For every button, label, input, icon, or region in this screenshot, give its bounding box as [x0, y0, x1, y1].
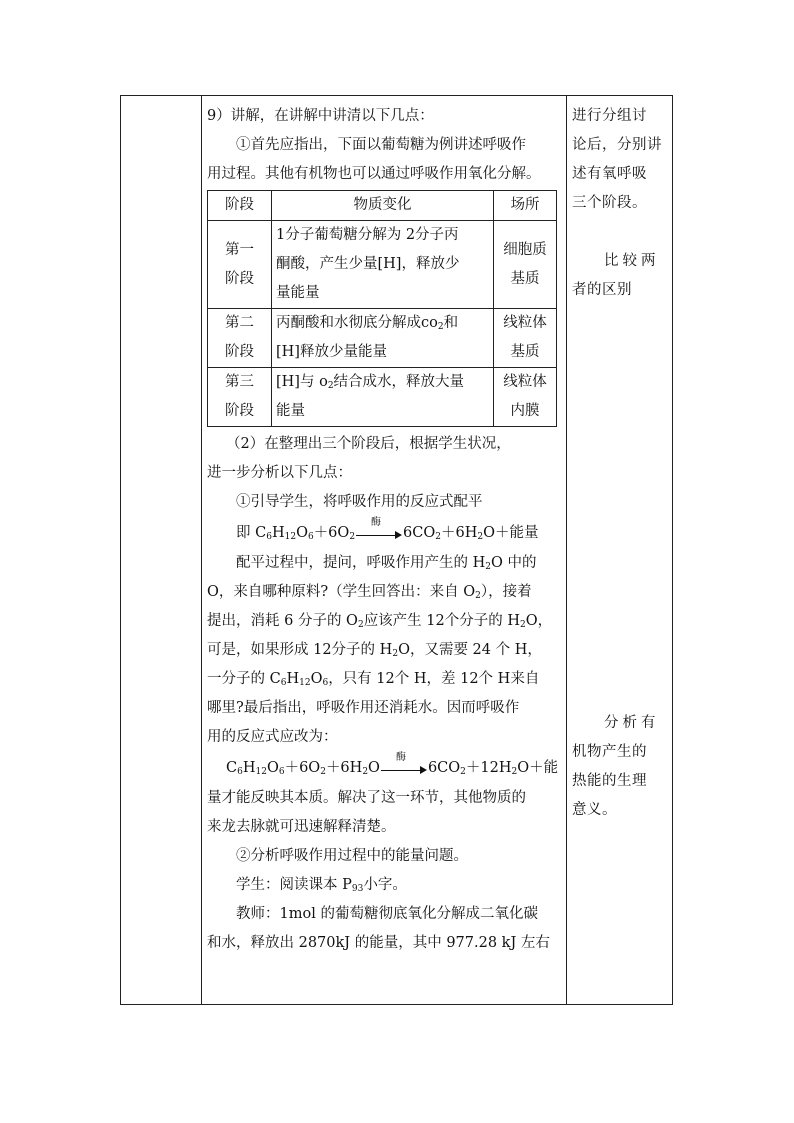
note-line: 三个阶段。: [572, 195, 647, 211]
place-cell: 线粒体 内膜: [494, 368, 557, 427]
reaction-arrow-icon: 酶: [381, 761, 427, 775]
reaction-arrow-icon: 酶: [356, 526, 402, 540]
place-cell: 线粒体 基质: [494, 309, 557, 368]
lesson-table: [120, 95, 673, 1005]
stage-cell: 第一 阶段: [208, 221, 272, 309]
header-stage: 阶段: [208, 191, 272, 221]
change-cell: 丙酮酸和水彻底分解成$co_2$和 [H]释放少量能量: [272, 309, 494, 368]
stage-cell: 第三 阶段: [208, 368, 272, 427]
teaching-content: [207, 102, 561, 958]
teaching-notes: [572, 102, 668, 825]
note-line: 述有氧呼吸: [572, 166, 647, 182]
note-heat-energy: [572, 709, 668, 825]
paragraph-4-line2: O，来自哪种原料?（学生回答出：来自 $O_2$），接着: [207, 584, 532, 601]
paragraph-4-line4: 可是，如果形成 12分子的 $H_2O$，又需要 24 个 H，: [207, 642, 542, 659]
column-divider-1: [201, 96, 202, 1004]
note-group-discussion: [572, 102, 668, 218]
paragraph-2-line1: （2）在整理出三个阶段后，根据学生状况，: [226, 436, 511, 452]
table-row: [208, 368, 557, 427]
paragraph-4-line1: 配平过程中，提问，呼吸作用产生的 $H_2O$ 中的: [236, 555, 537, 572]
respiration-stage-table: [207, 190, 557, 427]
equation-2: $C_6H_{12}O_6+6O_2+6H_2O$ 酶 $6CO_2+12H_2O+$能: [226, 752, 559, 777]
header-change: 物质变化: [272, 191, 494, 221]
note-line: 意义。: [572, 802, 617, 818]
paragraph-4-line7: 用的反应式应改为：: [207, 729, 338, 745]
paragraph-8-line1: 教师：1mol 的葡萄糖彻底氧化分解成二氧化碳: [236, 906, 538, 922]
note-line: 进行分组讨: [572, 108, 647, 124]
step-heading: 9）讲解，在讲解中讲清以下几点：: [207, 108, 434, 124]
table-row: [208, 221, 557, 309]
paragraph-7: 学生：阅读课本 $P_{93}$小字。: [236, 877, 407, 894]
note-line: 论后，分别讲: [572, 137, 662, 153]
header-place: 场所: [494, 191, 557, 221]
note-line: 分析有: [604, 715, 660, 731]
paragraph-4-line5: 一分子的 $C_6H_{12}O_6$，只有 12个 H，差 12个 H来自: [207, 671, 540, 688]
table-header-row: [208, 191, 557, 221]
point-1-line2: 用过程。其他有机物也可以通过呼吸作用氧化分解。: [207, 166, 541, 182]
note-line: 机物产生的: [572, 744, 647, 760]
note-line: 者的区别: [572, 282, 632, 298]
change-cell: [H]与 $o_2$结合成水，释放大量 能量: [272, 368, 494, 427]
point-1-line1: ①首先应指出，下面以葡萄糖为例讲述呼吸作: [236, 137, 526, 153]
change-cell: 1分子葡萄糖分解为 2分子丙 酮酸，产生少量[H]，释放少 量能量: [272, 221, 494, 309]
place-cell: 细胞质 基质: [494, 221, 557, 309]
equation-1: 即 $C_6H_{12}O_6+6O_2$ 酶 $6CO_2+6H_2O+$能量: [236, 517, 539, 542]
paragraph-5-line1: 量才能反映其本质。解决了这一环节，其他物质的: [207, 790, 526, 806]
paragraph-5-line2: 来龙去脉就可迅速解释清楚。: [207, 819, 396, 835]
stage-cell: 第二 阶段: [208, 309, 272, 368]
paragraph-4-line3: 提出，消耗 6 分子的 $O_2$应该产生 12个分子的 $H_2O$，: [207, 613, 553, 630]
table-row: [208, 309, 557, 368]
paragraph-6: ②分析呼吸作用过程中的能量问题。: [236, 848, 468, 864]
paragraph-2-line2: 进一步分析以下几点：: [207, 465, 352, 481]
note-compare: [572, 247, 668, 305]
note-line: 比较两: [604, 253, 660, 269]
paragraph-3: ①引导学生，将呼吸作用的反应式配平: [236, 494, 483, 510]
note-line: 热能的生理: [572, 773, 647, 789]
paragraph-8-line2: 和水，释放出 2870kJ 的能量，其中 977.28 kJ 左右: [207, 935, 550, 951]
paragraph-4-line6: 哪里?最后指出，呼吸作用还消耗水。因而呼吸作: [207, 700, 520, 716]
column-divider-2: [566, 96, 567, 1004]
